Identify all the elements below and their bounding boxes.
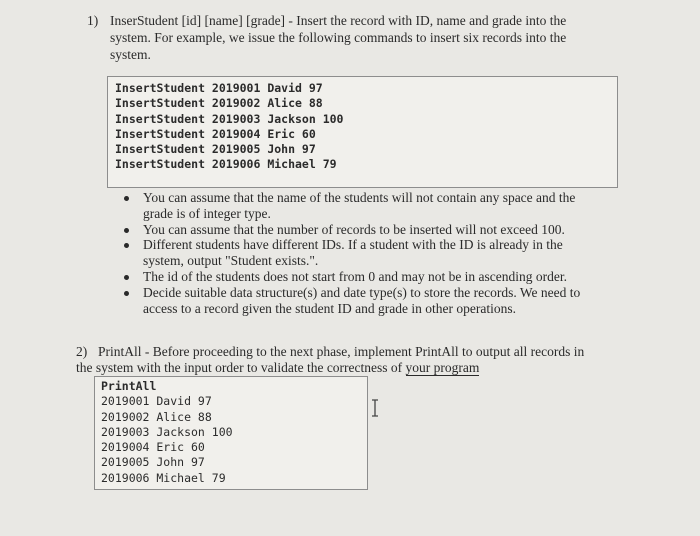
section-2-number: 2)	[76, 344, 88, 359]
list-item: Decide suitable data structure(s) and date type(s) to store the records. We need to access to a record given the student ID and grade in other operations.	[120, 285, 620, 317]
output-line: 2019004 Eric 60	[101, 440, 205, 455]
command-line: InsertStudent 2019006 Michael 79	[115, 157, 337, 172]
bullet-icon	[124, 243, 129, 248]
insert-commands-box	[107, 76, 618, 188]
output-line: 2019002 Alice 88	[101, 409, 212, 424]
text-cursor-icon	[370, 399, 380, 417]
list-item: The id of the students does not start from 0 and may not be in ascending order.	[120, 269, 620, 285]
printall-output-box	[94, 376, 368, 490]
section-2-line-1: PrintAll - Before proceeding to the next phase, implement PrintAll to output all records in	[98, 344, 585, 359]
section-1-line-2: system. For example, we issue the following commands to insert six records into the	[110, 30, 567, 45]
section-2-line-2: the system with the input order to validate the correctness of your program	[76, 360, 480, 375]
command-line: InsertStudent 2019003 Jackson 100	[115, 111, 344, 126]
output-line: 2019005 John 97	[101, 455, 205, 470]
section-1-number: 1)	[87, 13, 99, 28]
section-2-description	[76, 344, 636, 376]
section-1-line-1: InserStudent [id] [name] [grade] - Insert the record with ID, name and grade into the	[110, 13, 567, 28]
list-item: You can assume that the name of the students will not contain any space and the grade is of integer type.	[120, 190, 620, 222]
underlined-text: your program	[405, 360, 480, 375]
output-line: 2019001 David 97	[101, 394, 212, 409]
command-line: InsertStudent 2019002 Alice 88	[115, 96, 323, 111]
bullet-icon	[124, 228, 129, 233]
section-1-description	[87, 12, 627, 63]
bullet-icon	[124, 196, 129, 201]
list-item: You can assume that the number of records to be inserted will not exceed 100.	[120, 222, 620, 238]
assumptions-list	[120, 190, 620, 316]
printall-command: PrintAll	[101, 379, 157, 393]
command-line: InsertStudent 2019005 John 97	[115, 142, 316, 157]
list-item: Different students have different IDs. If a student with the ID is already in the system, output "Student exists.".	[120, 237, 620, 269]
section-1-line-3: system.	[110, 47, 151, 62]
bullet-icon	[124, 291, 129, 296]
command-line: InsertStudent 2019004 Eric 60	[115, 126, 316, 141]
bullet-icon	[124, 275, 129, 280]
command-line: InsertStudent 2019001 David 97	[115, 81, 323, 95]
output-line: 2019003 Jackson 100	[101, 424, 233, 439]
output-line: 2019006 Michael 79	[101, 470, 226, 485]
